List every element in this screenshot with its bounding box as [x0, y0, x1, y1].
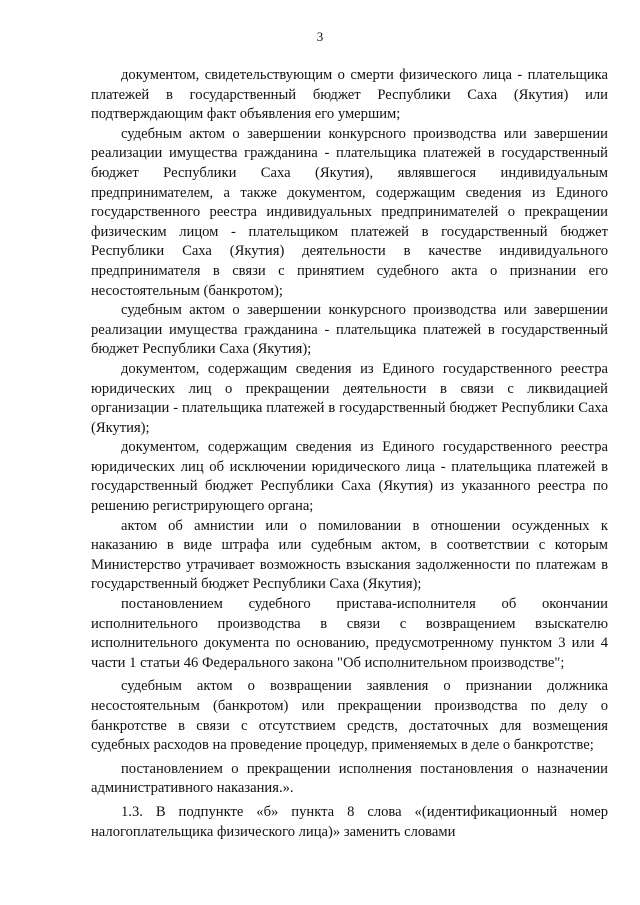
document-body	[91, 66, 608, 842]
paragraph-death-document: документом, свидетельствующим о смерти физического лица - плательщика платежей в государственный бюджет Республики Саха (Якутия) или подтверждающим факт объявления его умершим;	[91, 67, 608, 123]
paragraph-bankruptcy-entrepreneur: судебным актом о завершении конкурсного производства или завершении реализации имущества гражданина - плательщика платежей в государственный бюджет Республики Саха (Якутия), являвшегося индивидуальным предпринимателем, а также документом, содержащим сведения из Единого государственного реестра индивидуальных предпринимателей о прекращении физическим лицом - плательщиком платежей в государственный бюджет Республики Саха (Якутия) деятельности в качестве индивидуального предпринимателя в связи с принятием судебного акта о признании его несостоятельным (банкротом);	[91, 125, 608, 299]
paragraph-amendment-1-3: 1.3. В подпункте «б» пункта 8 слова «(идентификационный номер налогоплательщика физического лица)» заменить словами	[91, 803, 608, 840]
paragraph-amnesty: актом об амнистии или о помиловании в отношении осужденных к наказанию в виде штрафа или судебным актом, в соответствии с которым Министерство утрачивает возможность взыскания задолженности по платежам в государственный бюджет Республики Саха (Якутия);	[91, 517, 608, 593]
paragraph-bankruptcy-return: судебным актом о возвращении заявления о признании должника несостоятельным (банкротом) или прекращении производства по делу о банкротстве в связи с отсутствием средств, достаточных для возмещения судебных расходов на проведение процедур, применяемых в деле о банкротстве;	[91, 678, 608, 754]
paragraph-termination-resolution: постановлением о прекращении исполнения постановления о назначении административного наказания.».	[91, 760, 608, 797]
paragraph-bailiff-resolution: постановлением судебного пристава-исполнителя об окончании исполнительного производства в связи с возвращением взыскателю исполнительного документа по основанию, предусмотренному пунктом 3 или 4 части 1 статьи 46 Федерального закона "Об исполнительном производстве";	[91, 596, 608, 671]
paragraph-liquidation: документом, содержащим сведения из Единого государственного реестра юридических лиц о прекращении деятельности в связи с ликвидацией организации - плательщика платежей в государственный бюджет Республики Саха (Якутия);	[91, 360, 608, 436]
paragraph-exclusion-from-register: документом, содержащим сведения из Единого государственного реестра юридических лиц об исключении юридического лица - плательщика платежей в государственный бюджет Республики Саха (Якутия) из указанного реестра по решению регистрирующего органа;	[91, 439, 608, 515]
page-number: 3	[316, 29, 324, 44]
paragraph-bankruptcy-citizen: судебным актом о завершении конкурсного производства или завершении реализации имущества гражданина - плательщика платежей в государственный бюджет Республики Саха (Якутия);	[91, 302, 608, 358]
